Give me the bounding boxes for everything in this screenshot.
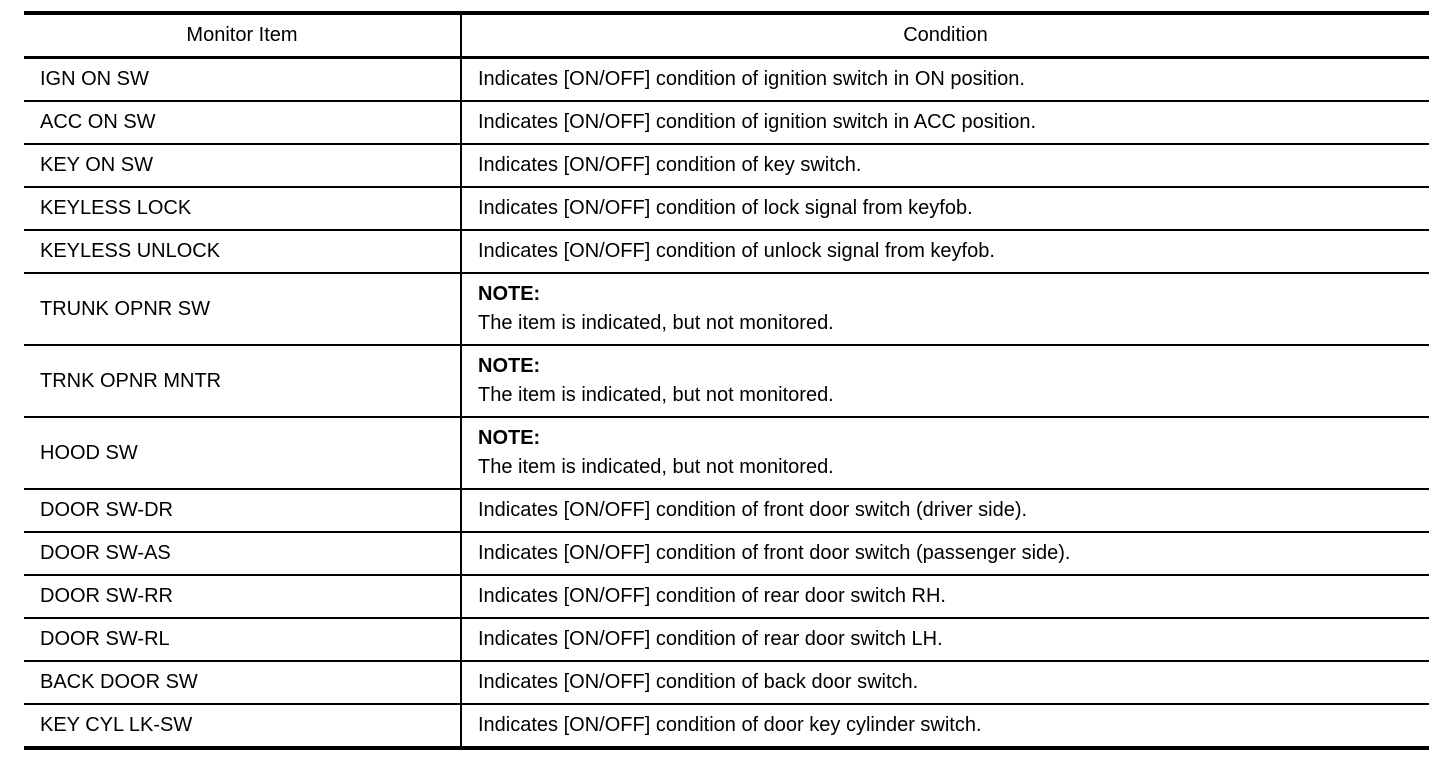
note-text: The item is indicated, but not monitored. — [478, 384, 834, 406]
monitor-item-cell: BACK DOOR SW — [24, 661, 461, 704]
monitor-item-cell: IGN ON SW — [24, 58, 461, 102]
monitor-item-cell: TRUNK OPNR SW — [24, 273, 461, 345]
condition-cell — [461, 345, 1429, 417]
table-row — [24, 489, 1429, 532]
condition-cell: Indicates [ON/OFF] condition of unlock signal from keyfob. — [461, 230, 1429, 273]
table-row — [24, 417, 1429, 489]
table-row — [24, 230, 1429, 273]
condition-cell: Indicates [ON/OFF] condition of front door switch (driver side). — [461, 489, 1429, 532]
note-title: NOTE: — [478, 427, 541, 449]
monitor-item-cell: DOOR SW-DR — [24, 489, 461, 532]
monitor-item-cell: HOOD SW — [24, 417, 461, 489]
table-header-row — [24, 13, 1429, 58]
table-row — [24, 661, 1429, 704]
note-text: The item is indicated, but not monitored. — [478, 456, 834, 478]
table-row — [24, 144, 1429, 187]
condition-cell: Indicates [ON/OFF] condition of ignition switch in ON position. — [461, 58, 1429, 102]
monitor-item-cell: DOOR SW-AS — [24, 532, 461, 575]
header-monitor-item: Monitor Item — [24, 13, 461, 58]
condition-cell — [461, 273, 1429, 345]
table-row — [24, 704, 1429, 748]
table-row — [24, 532, 1429, 575]
condition-cell: Indicates [ON/OFF] condition of lock signal from keyfob. — [461, 187, 1429, 230]
monitor-item-cell: ACC ON SW — [24, 101, 461, 144]
monitor-item-cell: KEYLESS LOCK — [24, 187, 461, 230]
table-row — [24, 58, 1429, 102]
table-row — [24, 101, 1429, 144]
note-title: NOTE: — [478, 355, 541, 377]
header-condition: Condition — [461, 13, 1429, 58]
table-row — [24, 273, 1429, 345]
condition-cell: Indicates [ON/OFF] condition of back door switch. — [461, 661, 1429, 704]
monitor-item-cell: KEY ON SW — [24, 144, 461, 187]
condition-cell: Indicates [ON/OFF] condition of rear door switch LH. — [461, 618, 1429, 661]
note-title: NOTE: — [478, 283, 541, 305]
condition-cell: Indicates [ON/OFF] condition of ignition switch in ACC position. — [461, 101, 1429, 144]
monitor-item-cell: TRNK OPNR MNTR — [24, 345, 461, 417]
monitor-item-cell: DOOR SW-RL — [24, 618, 461, 661]
note-text: The item is indicated, but not monitored. — [478, 312, 834, 334]
condition-cell: Indicates [ON/OFF] condition of rear door switch RH. — [461, 575, 1429, 618]
monitor-item-cell: DOOR SW-RR — [24, 575, 461, 618]
condition-cell: Indicates [ON/OFF] condition of front door switch (passenger side). — [461, 532, 1429, 575]
table-row — [24, 618, 1429, 661]
table-row — [24, 187, 1429, 230]
table-row — [24, 345, 1429, 417]
monitor-item-cell: KEY CYL LK-SW — [24, 704, 461, 748]
monitor-item-table — [24, 11, 1429, 750]
table-row — [24, 575, 1429, 618]
condition-cell: Indicates [ON/OFF] condition of key switch. — [461, 144, 1429, 187]
condition-cell: Indicates [ON/OFF] condition of door key cylinder switch. — [461, 704, 1429, 748]
monitor-item-cell: KEYLESS UNLOCK — [24, 230, 461, 273]
condition-cell — [461, 417, 1429, 489]
